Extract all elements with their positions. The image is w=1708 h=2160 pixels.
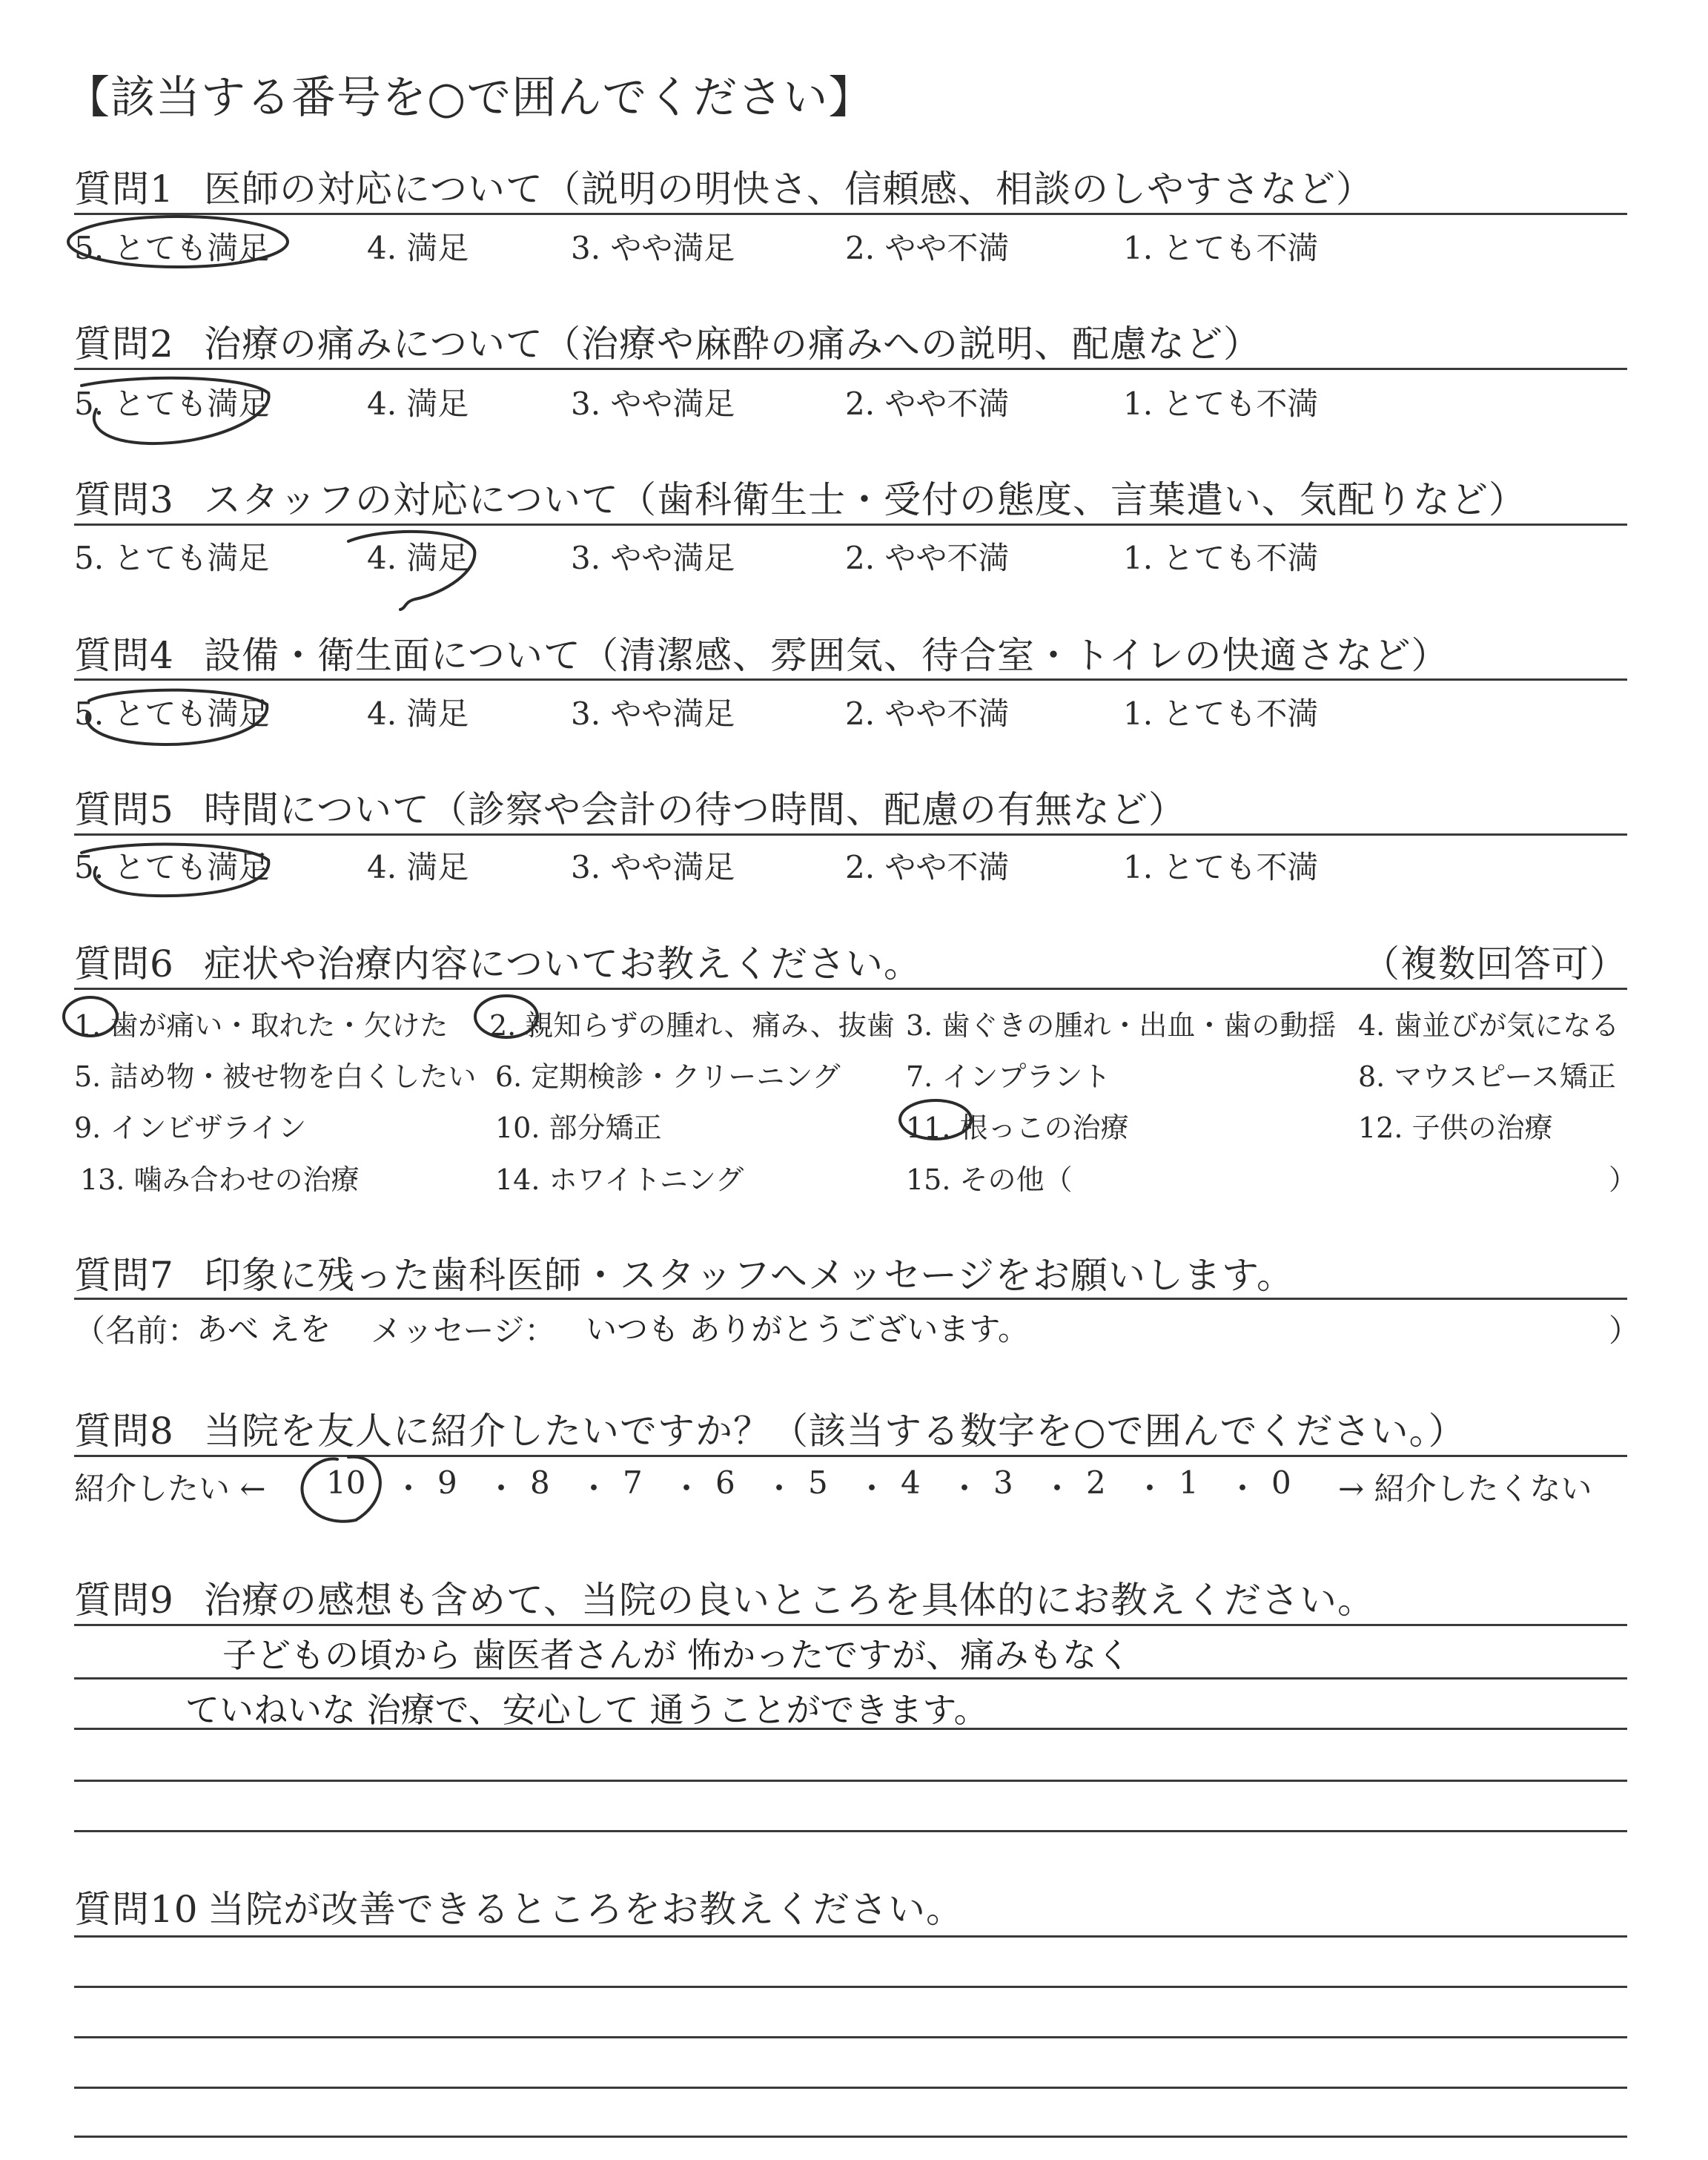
q8-scale-1[interactable]: 1 xyxy=(1179,1464,1199,1501)
q7-text: 印象に残った歯科医師・スタッフへメッセージをお願いします。 xyxy=(204,1254,1294,1297)
q3-option-2[interactable]: 2. やや不満 xyxy=(845,540,1010,576)
q4-label: 質問4 xyxy=(74,634,174,677)
q8-scale-2[interactable]: 2 xyxy=(1086,1464,1106,1501)
q5-rule xyxy=(74,833,1627,836)
q3-option-3[interactable]: 3. やや満足 xyxy=(571,540,735,576)
q5-option-1[interactable]: 1. とても不満 xyxy=(1123,849,1319,885)
q8-scale-5[interactable]: 5 xyxy=(808,1464,828,1501)
survey-title: 【該当する番号を○で囲んでください】 xyxy=(65,72,874,124)
q8-scale-dot: ・ xyxy=(764,1470,795,1507)
q8-scale-7[interactable]: 7 xyxy=(623,1464,643,1501)
q6-option-14[interactable]: 14. ホワイトニング xyxy=(495,1163,744,1196)
q8-scale-dot: ・ xyxy=(486,1470,517,1507)
q10-answer-line xyxy=(74,2036,1627,2038)
q10-answer-line xyxy=(74,1986,1627,1988)
q10-answer-line xyxy=(74,1935,1627,1938)
q5-option-3[interactable]: 3. やや満足 xyxy=(571,849,735,885)
q8-scale-3[interactable]: 3 xyxy=(993,1464,1013,1501)
q10-text: 当院が改善できるところをお教えください。 xyxy=(208,1888,964,1931)
q8-label: 質問8 xyxy=(74,1410,174,1453)
q1-option-5[interactable]: 5. とても満足 xyxy=(74,230,270,266)
q6-option-11[interactable]: 11. 根っこの治療 xyxy=(906,1112,1129,1144)
q1-text: 医師の対応について（説明の明快さ、信頼感、相談のしやすさなど） xyxy=(204,168,1374,211)
q7-label: 質問7 xyxy=(74,1254,174,1297)
q2-option-1[interactable]: 1. とても不満 xyxy=(1123,386,1319,422)
q8-scale-4[interactable]: 4 xyxy=(901,1464,921,1501)
q7-name-label: （名前： xyxy=(74,1312,199,1349)
q4-option-1[interactable]: 1. とても不満 xyxy=(1123,696,1319,732)
q8-scale-8[interactable]: 8 xyxy=(530,1464,550,1501)
q8-scale-dot: ・ xyxy=(578,1470,610,1507)
q9-label: 質問9 xyxy=(74,1579,174,1622)
q6-option-2[interactable]: 2. 親知らずの腫れ、痛み、抜歯 xyxy=(489,1009,895,1042)
q5-option-5[interactable]: 5. とても満足 xyxy=(74,849,270,885)
q8-scale-dot: ・ xyxy=(671,1470,703,1507)
q1-option-1[interactable]: 1. とても不満 xyxy=(1123,230,1319,266)
q2-text: 治療の痛みについて（治療や麻酔の痛みへの説明、配慮など） xyxy=(204,323,1261,366)
q4-rule xyxy=(74,678,1627,681)
q3-rule xyxy=(74,524,1627,526)
q4-text: 設備・衛生面について（清潔感、雰囲気、待合室・トイレの快適さなど） xyxy=(204,634,1449,677)
q6-option-13[interactable]: 13. 噛み合わせの治療 xyxy=(80,1163,360,1196)
q8-scale-dot: ・ xyxy=(393,1470,425,1507)
q5-option-4[interactable]: 4. 満足 xyxy=(367,849,469,885)
q4-option-5[interactable]: 5. とても満足 xyxy=(74,696,270,732)
q6-option-1[interactable]: 1. 歯が痛い・取れた・欠けた xyxy=(74,1009,448,1042)
q2-rule xyxy=(74,368,1627,370)
q10-label: 質問10 xyxy=(74,1888,199,1931)
q7-rule xyxy=(74,1298,1627,1300)
q9-answer-line-2[interactable]: ていねいな 治療で、安心して 通うことができます。 xyxy=(185,1690,988,1730)
q5-label: 質問5 xyxy=(74,788,174,831)
q9-answer-line xyxy=(74,1830,1627,1832)
q6-other-close-paren: ） xyxy=(1609,1163,1638,1196)
q3-label: 質問3 xyxy=(74,478,174,521)
q6-note: （複数回答可） xyxy=(1363,942,1627,985)
q8-scale-dot: ・ xyxy=(1134,1470,1166,1507)
q2-option-2[interactable]: 2. やや不満 xyxy=(845,386,1010,422)
q8-scale-dot: ・ xyxy=(1227,1470,1259,1507)
q4-option-3[interactable]: 3. やや満足 xyxy=(571,696,735,732)
q8-scale-dot: ・ xyxy=(1042,1470,1073,1507)
q6-option-6[interactable]: 6. 定期検診・クリーニング xyxy=(495,1060,841,1093)
q1-option-2[interactable]: 2. やや不満 xyxy=(845,230,1010,266)
q3-option-4[interactable]: 4. 満足 xyxy=(367,540,469,576)
q6-option-9[interactable]: 9. インビザライン xyxy=(74,1112,307,1144)
q8-scale-0[interactable]: 0 xyxy=(1271,1464,1291,1501)
q7-close-paren: ） xyxy=(1609,1312,1641,1349)
q5-text: 時間について（診察や会計の待つ時間、配慮の有無など） xyxy=(204,788,1186,831)
q4-option-2[interactable]: 2. やや不満 xyxy=(845,696,1010,732)
q9-answer-line xyxy=(74,1780,1627,1782)
q6-label: 質問6 xyxy=(74,942,174,985)
q7-message-value[interactable]: いつも ありがとうございます。 xyxy=(586,1311,1029,1347)
q6-option-10[interactable]: 10. 部分矯正 xyxy=(495,1112,662,1144)
q2-option-5[interactable]: 5. とても満足 xyxy=(74,386,270,422)
q6-option-12[interactable]: 12. 子供の治療 xyxy=(1358,1112,1553,1144)
q7-name-value[interactable]: あべ えを xyxy=(196,1311,331,1347)
q6-option-8[interactable]: 8. マウスピース矯正 xyxy=(1358,1060,1616,1093)
q9-answer-line-1[interactable]: 子どもの頃から 歯医者さんが 怖かったですが、痛みもなく xyxy=(222,1635,1131,1675)
q6-text: 症状や治療内容についてお教えください。 xyxy=(204,942,921,985)
q9-text: 治療の感想も含めて、当院の良いところを具体的にお教えください。 xyxy=(204,1579,1375,1622)
q3-option-5[interactable]: 5. とても満足 xyxy=(74,540,270,576)
q1-rule xyxy=(74,213,1627,215)
q1-option-4[interactable]: 4. 満足 xyxy=(367,230,469,266)
q9-rule xyxy=(74,1624,1627,1626)
q2-option-3[interactable]: 3. やや満足 xyxy=(571,386,735,422)
q8-left-label: 紹介したい ← xyxy=(74,1470,266,1507)
q8-rule xyxy=(74,1455,1627,1457)
q6-option-15[interactable]: 15. その他（ xyxy=(906,1163,1073,1196)
q5-option-2[interactable]: 2. やや不満 xyxy=(845,849,1010,885)
q8-scale-10[interactable]: 10 xyxy=(326,1464,366,1501)
q1-label: 質問1 xyxy=(74,168,174,211)
q2-label: 質問2 xyxy=(74,323,174,366)
q8-scale-9[interactable]: 9 xyxy=(437,1464,457,1501)
q8-text: 当院を友人に紹介したいですか？（該当する数字を○で囲んでください。） xyxy=(204,1410,1466,1453)
q8-scale-6[interactable]: 6 xyxy=(715,1464,735,1501)
q2-option-4[interactable]: 4. 満足 xyxy=(367,386,469,422)
q6-option-4[interactable]: 4. 歯並びが気になる xyxy=(1358,1009,1620,1042)
q7-message-label: メッセージ： xyxy=(371,1312,556,1349)
q4-option-4[interactable]: 4. 満足 xyxy=(367,696,469,732)
q8-scale-dot: ・ xyxy=(949,1470,981,1507)
q3-option-1[interactable]: 1. とても不満 xyxy=(1123,540,1319,576)
q6-option-3[interactable]: 3. 歯ぐきの腫れ・出血・歯の動揺 xyxy=(906,1009,1337,1042)
q6-rule xyxy=(74,988,1627,990)
q8-right-label: → 紹介したくない xyxy=(1338,1470,1592,1507)
q10-answer-line xyxy=(74,2087,1627,2089)
q6-option-7[interactable]: 7. インプラント xyxy=(906,1060,1111,1093)
q9-answer-line xyxy=(74,1677,1627,1680)
q8-scale-dot: ・ xyxy=(856,1470,888,1507)
q10-answer-line xyxy=(74,2136,1627,2138)
q1-option-3[interactable]: 3. やや満足 xyxy=(571,230,735,266)
q3-text: スタッフの対応について（歯科衛生士・受付の態度、言葉遣い、気配りなど） xyxy=(204,478,1526,521)
q6-option-5[interactable]: 5. 詰め物・被せ物を白くしたい xyxy=(74,1060,477,1093)
